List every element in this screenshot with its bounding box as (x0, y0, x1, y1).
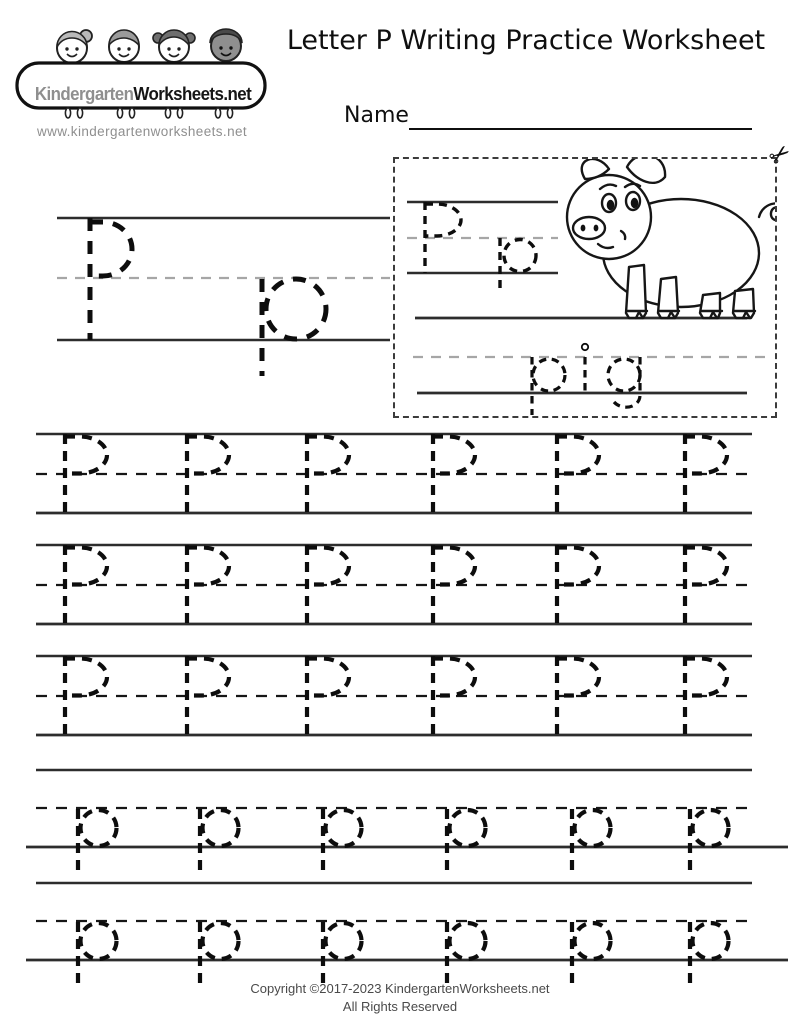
kid-boy-curly-icon (210, 29, 242, 61)
traceable-letter-p (323, 809, 362, 872)
traceable-letter-p (323, 922, 362, 985)
example-word-pig (532, 344, 640, 415)
brand-name-part2: Worksheets.net (133, 84, 252, 104)
logo-brand-text (34, 84, 252, 105)
kid-girl-pigtails-icon (153, 30, 195, 62)
name-label: Name (344, 103, 409, 128)
uppercase-practice-row-3 (18, 652, 798, 742)
scissors-icon: ✂ (763, 137, 798, 173)
traceable-letter-p (690, 809, 729, 872)
name-blank-line (409, 102, 752, 130)
traceable-letter-p (78, 922, 117, 985)
lowercase-practice-row-2 (18, 879, 798, 991)
kid-boy-icon (109, 30, 139, 62)
traceable-letter-p (447, 809, 486, 872)
example-lowercase-letter (500, 238, 536, 292)
large-trace-area (40, 196, 392, 391)
traceable-letter-p (690, 922, 729, 985)
brand-logo (14, 18, 270, 142)
uppercase-practice-row-2 (18, 541, 798, 631)
traceable-letter-p (447, 922, 486, 985)
traceable-letter-p (572, 922, 611, 985)
large-lowercase-letter (262, 279, 326, 376)
brand-url: www.kindergartenworksheets.net (36, 124, 248, 139)
footer-copyright: Copyright ©2017-2023 KindergartenWorksheets.net (250, 981, 550, 996)
traceable-letter-p (78, 809, 117, 872)
traceable-letter-p (200, 809, 239, 872)
pig-illustration (567, 159, 775, 318)
cut-out-card (393, 137, 798, 418)
footer-rights: All Rights Reserved (342, 999, 458, 1014)
lowercase-practice-row-1 (18, 766, 798, 878)
uppercase-practice-row-1 (18, 430, 798, 520)
kids-illustration (14, 18, 270, 122)
brand-name-part1: Kindergarten (34, 84, 134, 104)
kid-girl-ponytail-icon (57, 30, 92, 63)
example-illustration-area (395, 159, 775, 416)
traceable-letter-p (200, 922, 239, 985)
page-title: Letter P Writing Practice Worksheet (286, 25, 766, 56)
traceable-letter-p (572, 809, 611, 872)
